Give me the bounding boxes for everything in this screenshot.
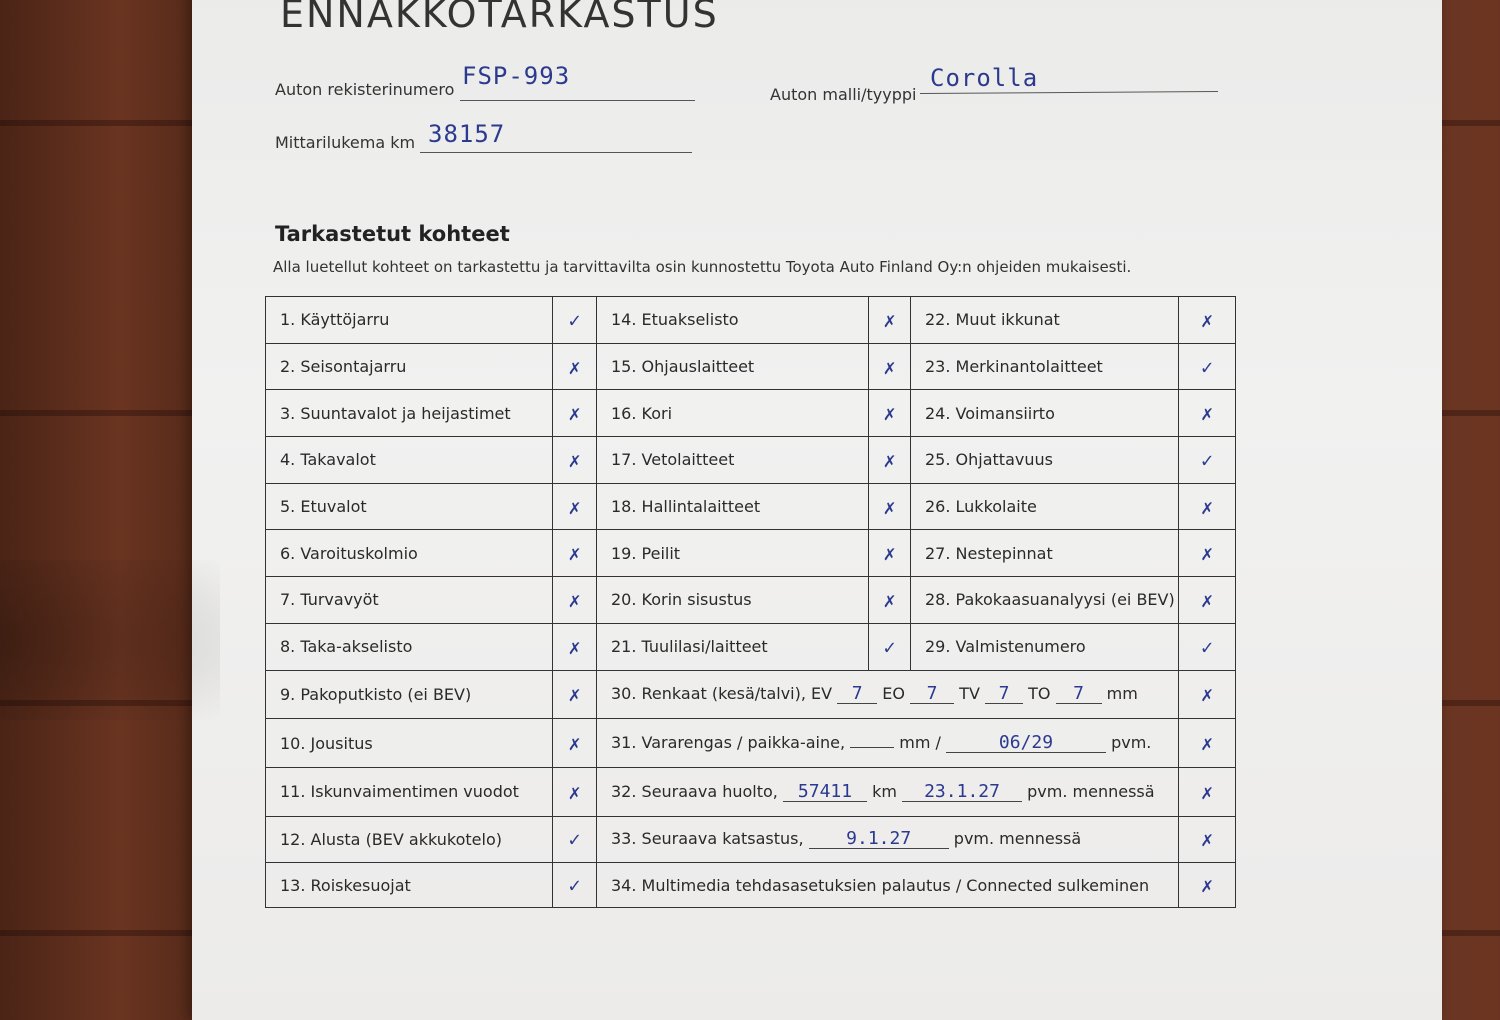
section-heading: Tarkastetut kohteet <box>275 222 510 246</box>
check-5: ✗ <box>553 483 597 530</box>
check-14: ✗ <box>869 297 911 344</box>
odometer-value: 38157 <box>428 120 506 148</box>
check-22: ✗ <box>1179 297 1236 344</box>
model-value: Corolla <box>930 64 1039 92</box>
item-24: 24. Voimansiirto <box>911 390 1179 437</box>
item-32: 32. Seuraava huolto, 57411 km 23.1.27 pvm. mennessä <box>597 767 1179 816</box>
item-21: 21. Tuulilasi/laitteet <box>597 623 869 670</box>
check-13: ✓ <box>553 863 597 908</box>
check-30: ✗ <box>1179 670 1236 719</box>
check-21: ✓ <box>869 623 911 670</box>
check-17: ✗ <box>869 437 911 484</box>
item-33: 33. Seuraava katsastus, 9.1.27 pvm. mennessä <box>597 816 1179 863</box>
check-20: ✗ <box>869 577 911 624</box>
odometer-label: Mittarilukema km <box>275 133 416 152</box>
tire-to-value: 7 <box>1056 685 1102 704</box>
model-label: Auton malli/tyyppi <box>770 85 917 104</box>
check-12: ✓ <box>553 816 597 863</box>
table-row <box>266 577 1236 624</box>
item-27: 27. Nestepinnat <box>911 530 1179 577</box>
check-8: ✗ <box>553 623 597 670</box>
check-19: ✗ <box>869 530 911 577</box>
item-2: 2. Seisontajarru <box>266 343 553 390</box>
item-13: 13. Roiskesuojat <box>266 863 553 908</box>
item-31: 31. Vararengas / paikka-aine, mm / 06/29 pvm. <box>597 719 1179 768</box>
item-17: 17. Vetolaitteet <box>597 437 869 484</box>
registration-value: FSP-993 <box>462 62 571 90</box>
section-intro: Alla luetellut kohteet on tarkastettu ja tarvittavilta osin kunnostettu Toyota Auto Finland Oy:n ohjeiden mukaisesti. <box>273 258 1132 276</box>
item-18: 18. Hallintalaitteet <box>597 483 869 530</box>
spare-date-value: 06/29 <box>946 734 1106 753</box>
check-10: ✗ <box>553 719 597 768</box>
tire-tv-value: 7 <box>985 685 1023 704</box>
check-9: ✗ <box>553 670 597 719</box>
check-23: ✓ <box>1179 343 1236 390</box>
item-26: 26. Lukkolaite <box>911 483 1179 530</box>
check-2: ✗ <box>553 343 597 390</box>
item-19: 19. Peilit <box>597 530 869 577</box>
check-31: ✗ <box>1179 719 1236 768</box>
item-28: 28. Pakokaasuanalyysi (ei BEV) <box>911 577 1179 624</box>
table-row <box>266 863 1236 908</box>
table-row <box>266 670 1236 719</box>
item-23: 23. Merkinantolaitteet <box>911 343 1179 390</box>
spare-mm-value <box>850 747 894 748</box>
item-29: 29. Valmistenumero <box>911 623 1179 670</box>
item-7: 7. Turvavyöt <box>266 577 553 624</box>
table-row <box>266 297 1236 344</box>
item-11: 11. Iskunvaimentimen vuodot <box>266 767 553 816</box>
item-4: 4. Takavalot <box>266 437 553 484</box>
item-16: 16. Kori <box>597 390 869 437</box>
item-3: 3. Suuntavalot ja heijastimet <box>266 390 553 437</box>
check-24: ✗ <box>1179 390 1236 437</box>
item-12: 12. Alusta (BEV akkukotelo) <box>266 816 553 863</box>
check-29: ✓ <box>1179 623 1236 670</box>
item-8: 8. Taka-akselisto <box>266 623 553 670</box>
check-34: ✗ <box>1179 863 1236 908</box>
check-15: ✗ <box>869 343 911 390</box>
check-27: ✗ <box>1179 530 1236 577</box>
inspection-checklist-table <box>265 296 1236 908</box>
check-1: ✓ <box>553 297 597 344</box>
registration-label: Auton rekisterinumero <box>275 80 455 99</box>
check-26: ✗ <box>1179 483 1236 530</box>
check-18: ✗ <box>869 483 911 530</box>
item-6: 6. Varoituskolmio <box>266 530 553 577</box>
check-4: ✗ <box>553 437 597 484</box>
service-km-value: 57411 <box>783 783 867 802</box>
item-34: 34. Multimedia tehdasasetuksien palautus / Connected sulkeminen <box>597 863 1179 908</box>
item-5: 5. Etuvalot <box>266 483 553 530</box>
table-row <box>266 719 1236 768</box>
check-16: ✗ <box>869 390 911 437</box>
check-33: ✗ <box>1179 816 1236 863</box>
table-row <box>266 390 1236 437</box>
table-row <box>266 816 1236 863</box>
item-1: 1. Käyttöjarru <box>266 297 553 344</box>
item-20: 20. Korin sisustus <box>597 577 869 624</box>
item-10: 10. Jousitus <box>266 719 553 768</box>
table-row <box>266 623 1236 670</box>
item-9: 9. Pakoputkisto (ei BEV) <box>266 670 553 719</box>
check-28: ✗ <box>1179 577 1236 624</box>
table-row <box>266 437 1236 484</box>
item-14: 14. Etuakselisto <box>597 297 869 344</box>
item-25: 25. Ohjattavuus <box>911 437 1179 484</box>
service-date-value: 23.1.27 <box>902 783 1022 802</box>
table-row <box>266 530 1236 577</box>
check-11: ✗ <box>553 767 597 816</box>
table-row <box>266 483 1236 530</box>
inspection-date-value: 9.1.27 <box>809 830 949 849</box>
table-row <box>266 767 1236 816</box>
item-22: 22. Muut ikkunat <box>911 297 1179 344</box>
check-3: ✗ <box>553 390 597 437</box>
tire-eo-value: 7 <box>910 685 954 704</box>
check-7: ✗ <box>553 577 597 624</box>
item-30: 30. Renkaat (kesä/talvi), EV 7 EO 7 TV 7 TO 7 mm <box>597 670 1179 719</box>
check-32: ✗ <box>1179 767 1236 816</box>
form-title: ENNAKKOTARKASTUS <box>280 0 719 36</box>
check-25: ✓ <box>1179 437 1236 484</box>
check-6: ✗ <box>553 530 597 577</box>
tire-ev-value: 7 <box>837 685 877 704</box>
table-row <box>266 343 1236 390</box>
item-15: 15. Ohjauslaitteet <box>597 343 869 390</box>
